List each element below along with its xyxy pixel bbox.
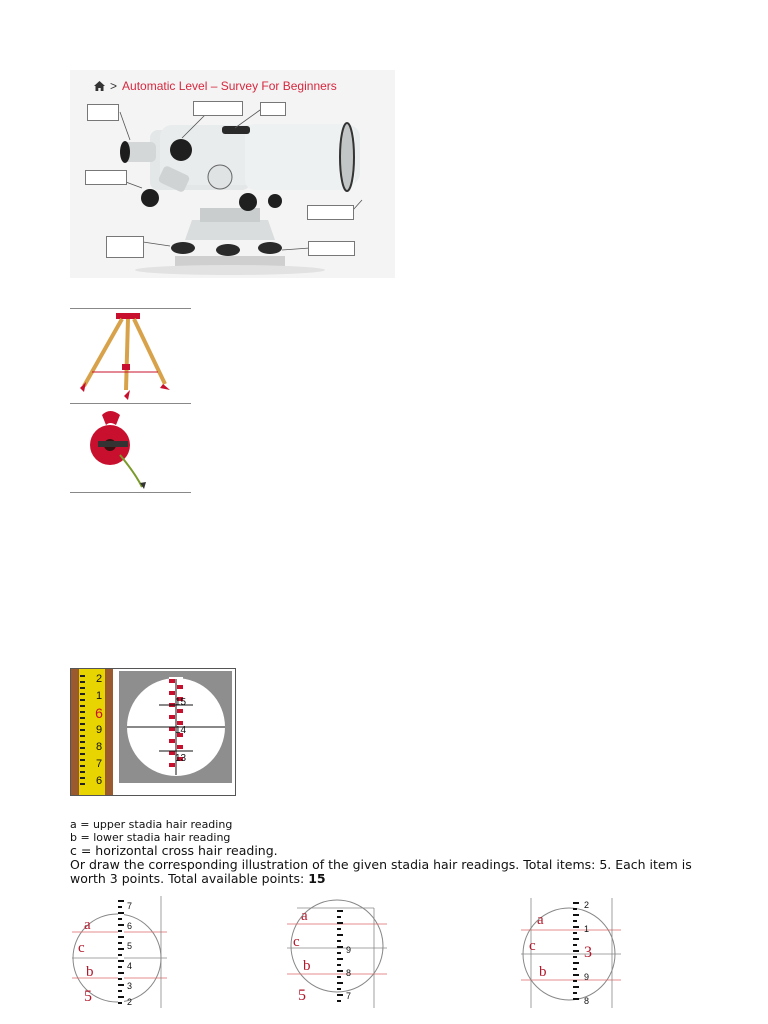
reading-figure-2 bbox=[287, 896, 387, 1008]
reading-diagram-3 bbox=[521, 896, 621, 1008]
reading-letter-b: b bbox=[539, 964, 547, 980]
tripod-image bbox=[70, 308, 191, 404]
label-box-eyepiece[interactable] bbox=[87, 104, 119, 121]
scope-numbers bbox=[175, 689, 189, 773]
tick-label: 3 bbox=[127, 981, 133, 991]
scope-number: 13 bbox=[175, 753, 187, 764]
label-box-circle[interactable] bbox=[85, 170, 127, 185]
tick-label: 4 bbox=[127, 961, 133, 971]
reading-letter-c: c bbox=[529, 938, 536, 954]
instructions bbox=[70, 858, 695, 886]
staff-number-list bbox=[92, 671, 106, 790]
tick-label: 8 bbox=[346, 968, 352, 978]
reading-item-number: 5 bbox=[298, 987, 306, 1004]
measuring-tape-image bbox=[70, 403, 191, 493]
automatic-level-figure bbox=[70, 70, 395, 278]
tick-label: 5 bbox=[127, 941, 133, 951]
staff-number: 1 bbox=[95, 690, 103, 702]
label-box-foot-screw[interactable] bbox=[106, 236, 144, 258]
legend-text bbox=[70, 818, 710, 886]
tick-label: 7 bbox=[346, 991, 352, 1001]
tripod-panel bbox=[70, 308, 191, 404]
tick-label: 6 bbox=[127, 921, 133, 931]
reading-letter-a: a bbox=[301, 908, 308, 924]
legend-b: b = lower stadia hair reading bbox=[70, 831, 231, 844]
tick-label: 9 bbox=[346, 945, 352, 955]
legend-a: a = upper stadia hair reading bbox=[70, 818, 233, 831]
scope-number: 15 bbox=[175, 697, 187, 708]
reading-letter-b: b bbox=[86, 964, 94, 980]
label-box-base-plate[interactable] bbox=[308, 241, 355, 256]
stadia-figure bbox=[70, 668, 236, 796]
tick-label: 9 bbox=[584, 972, 590, 982]
staff-number: 7 bbox=[95, 758, 103, 770]
staff-number: 8 bbox=[95, 741, 103, 753]
reading-letter-c: c bbox=[293, 934, 300, 950]
scope-number: 14 bbox=[175, 725, 187, 736]
reading-letter-c: c bbox=[78, 940, 85, 956]
label-box-objective[interactable] bbox=[307, 205, 354, 220]
measuring-tape-panel bbox=[70, 403, 191, 493]
reading-letter-a: a bbox=[84, 917, 91, 933]
reading-ticks-2 bbox=[346, 939, 351, 1008]
reading-figure-1 bbox=[70, 896, 170, 1008]
staff-number: 6 bbox=[95, 775, 103, 787]
label-box-sight[interactable] bbox=[260, 102, 286, 116]
staff-number: 9 bbox=[95, 724, 103, 736]
breadcrumb-separator: > bbox=[110, 79, 118, 93]
tick-label: 8 bbox=[584, 996, 590, 1006]
reading-item-number: 5 bbox=[84, 988, 92, 1005]
tick-label: 3 bbox=[584, 944, 592, 961]
tick-label: 1 bbox=[584, 924, 590, 934]
tick-label: 2 bbox=[584, 900, 590, 910]
breadcrumb-title[interactable]: Automatic Level – Survey For Beginners bbox=[122, 79, 337, 93]
staff-number: 6 bbox=[95, 705, 103, 721]
staff-number: 2 bbox=[95, 673, 103, 685]
reading-figure-3 bbox=[521, 896, 621, 1008]
reading-ticks-1 bbox=[127, 896, 132, 1008]
reading-letter-b: b bbox=[303, 958, 311, 974]
instructions-text: Or draw the corresponding illustration of the given stadia hair readings. Total items: 5. Each item is worth 3 points. Total available points: bbox=[70, 857, 692, 886]
tick-label: 7 bbox=[127, 901, 133, 911]
reading-letter-a: a bbox=[537, 912, 544, 928]
total-points: 15 bbox=[308, 871, 326, 886]
label-box-focusing-knob[interactable] bbox=[193, 101, 243, 116]
tick-label: 2 bbox=[127, 997, 133, 1007]
legend-c: c = horizontal cross hair reading. bbox=[70, 843, 278, 858]
